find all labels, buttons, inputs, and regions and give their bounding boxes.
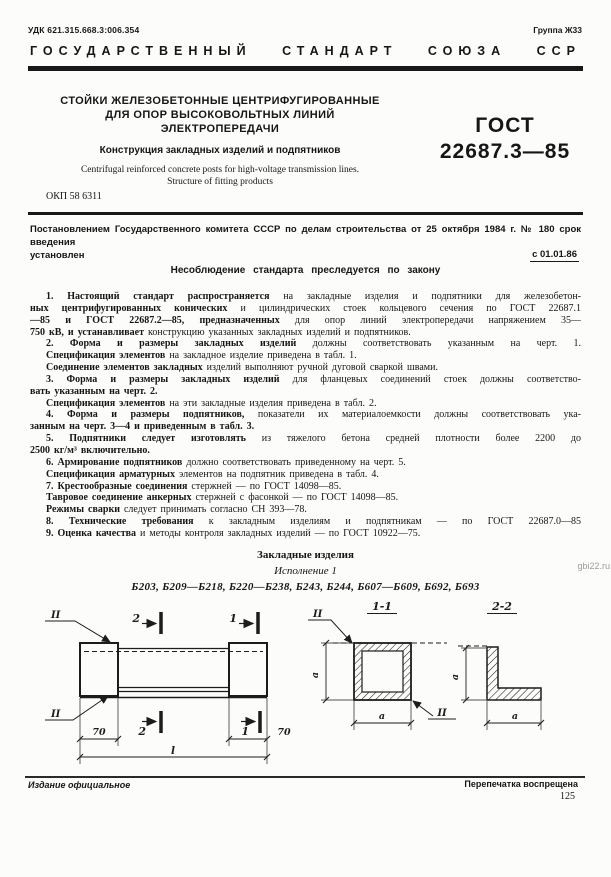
clause-line: 3. Форма и размеры закладных изделий для фланцевых соединений стоек должны соответство- — [46, 373, 581, 385]
cut-mark-2-top — [131, 612, 161, 634]
group-code: Группа Ж33 — [533, 25, 582, 35]
clause-line: —85 и ГОСТ 22687.2—85, предназначенных для опор линий электропередачи напряжением 35— — [30, 314, 581, 326]
gost-number: 22687.3—85 — [439, 140, 571, 163]
dimension-length — [77, 745, 270, 760]
cut-mark-1-bottom — [241, 711, 260, 738]
clause-line: Режимы сварки следует принимать согласно СН 393—78. — [46, 504, 307, 516]
clause-line: 6. Армирование подпятников должно соответствовать приведенному на черт. 5. — [46, 456, 406, 468]
weld-mark-1-1-top — [308, 609, 352, 643]
okp-code: ОКП 58 6311 — [46, 191, 102, 202]
clause-line: 4. Форма и размеры подпятников, показатели их материалоемкости должны соответствовать ука- — [46, 409, 581, 421]
cut-label: 2 — [132, 612, 140, 625]
clause-line: вать указанным на черт. 2. — [30, 385, 158, 397]
gost-label: ГОСТ — [475, 114, 535, 137]
clause-line: занным на черт. 3—4 и приведенным в табл. 3. — [30, 421, 255, 433]
dimension-label: 70 — [277, 727, 291, 738]
section-1-1-figure — [308, 600, 456, 730]
title-ru-line1: СТОЙКИ ЖЕЛЕЗОБЕТОННЫЕ ЦЕНТРИФУГИРОВАННЫЕ — [60, 95, 380, 107]
dimension-a-1-1-vertical — [310, 640, 329, 703]
clause-line: 2500 кг/м³ включительно. — [30, 444, 150, 456]
clause-line: 7. Крестообразные соединения стержней — по ГОСТ 14098—85. — [46, 480, 342, 492]
cut-label: 1 — [229, 612, 237, 625]
udk-code: УДК 621.315.668.3:006.354 — [28, 25, 140, 35]
dimension-label: a — [378, 711, 386, 722]
dimension-label: a — [450, 673, 461, 681]
clause-line: Тавровое соединение анкерных стержней с фасонкой — по ГОСТ 14098—85. — [46, 492, 399, 504]
clause-line: 750 кВ, и устанавливает конструкцию указанных закладных изделий и подпятников. — [30, 326, 411, 338]
clause-line: Соединение элементов закладных изделий выполняют ручной дуговой сваркой швами. — [46, 362, 438, 374]
title-en-line2: Structure of fitting products — [167, 176, 273, 187]
effective-date: с 01.01.86 — [532, 249, 577, 260]
clause-line: 1. Настоящий стандарт распространяется на закладные изделия и подпятники для железобетон- — [46, 291, 581, 302]
title-ru-line2: ДЛЯ ОПОР ВЫСОКОВОЛЬТНЫХ ЛИНИЙ ЭЛЕКТРОПЕРЕДАЧИ — [105, 109, 335, 135]
clause-line: Спецификация элементов на эти закладные изделия приведена в табл. 2. — [46, 397, 377, 409]
cut-label: 2 — [138, 725, 146, 738]
state-standard-word: СТАНДАРТ — [282, 44, 398, 58]
angle-section — [487, 647, 541, 700]
dimension-label: a — [310, 671, 321, 679]
state-standard-word: ССР — [536, 44, 581, 58]
embed-plan-figure — [45, 610, 291, 764]
cut-label: 1 — [241, 725, 249, 738]
dimension-a-2-2-horizontal — [484, 711, 544, 726]
clause-line: 9. Оценка качества и методы контроля закладных изделий — по ГОСТ 10922—75. — [46, 527, 421, 539]
weld-label: II — [51, 709, 61, 720]
state-standard-word: ГОСУДАРСТВЕННЫЙ — [30, 44, 252, 58]
decree-line2: установлен — [30, 250, 85, 261]
weld-mark-1-1-bottom — [413, 701, 456, 719]
watermark: gbi22.ru — [577, 561, 610, 571]
variant-heading: Исполнение 1 — [274, 565, 337, 577]
dimension-label: l — [171, 745, 175, 757]
state-standard-word: СОЮЗА — [427, 44, 507, 58]
dimension-a-2-2-vertical — [450, 645, 469, 703]
weld-label: II — [437, 708, 447, 719]
law-notice: Несоблюдение стандарта преследуется по закону — [170, 265, 441, 276]
cut-mark-2-bottom — [137, 711, 161, 738]
dimension-label: 70 — [92, 727, 106, 738]
clause-line: ных центрифугированных конических и цилиндрических стоек кольцевого сечения по ГОСТ 22687.1 — [30, 302, 581, 314]
official-edition-note: Издание официальное — [28, 780, 131, 790]
dimension-70-left — [77, 727, 121, 742]
title-en-line1: Centrifugal reinforced concrete posts for high-voltage transmission lines. — [80, 165, 360, 175]
title-subtitle: Конструкция закладных изделий и подпятников — [99, 145, 341, 156]
reprint-forbidden-note: Перепечатка воспрещена — [464, 779, 578, 789]
cut-mark-1-top — [229, 612, 258, 634]
product-marks-list: Б203, Б209—Б218, Б220—Б238, Б243, Б244, Б607—Б609, Б692, Б693 — [131, 581, 480, 593]
clause-line: 5. Подпятники следует изготовлять из тяжелого бетона средней плотности более 2200 до — [46, 433, 581, 445]
weld-label: II — [313, 609, 323, 620]
clause-line: Спецификация элементов на закладное изделие приведена в табл. 1. — [46, 350, 357, 362]
left-end-angle — [80, 643, 118, 696]
clause-line: Спецификация арматурных элементов на подпятник приведена в табл. 4. — [46, 468, 379, 480]
page-number: 125 — [560, 791, 575, 802]
weld-mark-bottom-left — [45, 696, 108, 720]
decree-line1: Постановлением Государственного комитета СССР по делам строительства от 25 октября 1984 г. № 180 срок введения — [30, 224, 581, 248]
section-2-2-figure — [450, 600, 544, 730]
section-heading: Закладные изделия — [257, 549, 354, 561]
section-label: 2-2 — [492, 600, 512, 613]
weld-label: II — [51, 610, 61, 621]
section-label: 1-1 — [372, 600, 392, 613]
weld-mark-top-left — [45, 610, 110, 642]
footer-rule — [25, 776, 585, 778]
clause-line: 2. Форма и размеры закладных изделий должны соответствовать указанным на черт. 1. — [46, 338, 581, 350]
dimension-a-1-1-horizontal — [351, 711, 414, 726]
clause-line: 8. Технические требования к закладным изделиям и подпятникам — по ГОСТ 22687.0—85 — [46, 516, 581, 528]
right-end-angle — [229, 643, 267, 696]
dimension-label: a — [511, 711, 519, 722]
